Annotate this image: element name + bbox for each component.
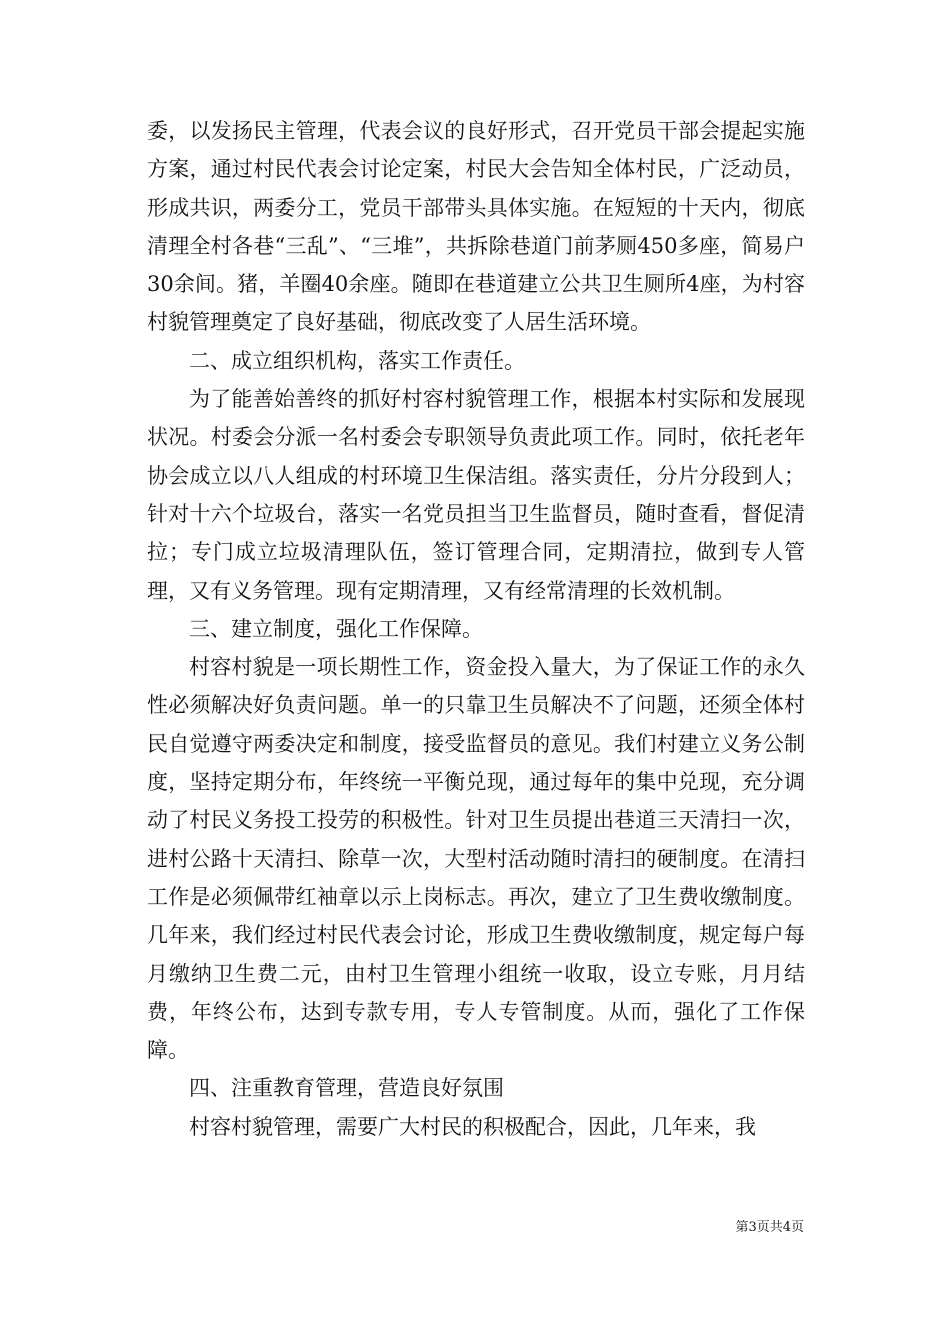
section-heading-2: 二、成立组织机构，落实工作责任。 xyxy=(189,348,525,373)
paragraph-1: 委，以发扬民主管理，代表会议的良好形式，召开党员干部会提起实施方案，通过村民代表会讨论定案，村民大会告知全体村民，广泛动员，形成共识，两委分工，党员干部带头具体实施。在短短的十天内，彻底清理全村各巷“三乱”、“三堆”，共拆除巷道门前茅厕450多座，简易户30余间。猪，羊圈40余座。随即在巷道建立公共卫生厕所4座，为村容村貌管理奠定了良好基础，彻底改变了人居生活环境。 xyxy=(147,119,805,335)
section-heading-3: 三、建立制度，强化工作保障。 xyxy=(189,616,483,641)
paragraph-2: 为了能善始善终的抓好村容村貌管理工作，根据本村实际和发展现状况。村委会分派一名村委会专职领导负责此项工作。同时，依托老年协会成立以八人组成的村环境卫生保洁组。落实责任，分片分段到人；针对十六个垃圾台，落实一名党员担当卫生监督员，随时查看，督促清拉；专门成立垃圾清理队伍，签订管理合同，定期清拉，做到专人管理，又有义务管理。现有定期清理，又有经常清理的长效机制。 xyxy=(147,387,805,603)
paragraph-3: 村容村貌是一项长期性工作，资金投入量大，为了保证工作的永久性必须解决好负责问题。单一的只靠卫生员解决不了问题，还须全体村民自觉遵守两委决定和制度，接受监督员的意见。我们村建立义务公制度，坚持定期分布，年终统一平衡兑现，通过每年的集中兑现，充分调动了村民义务投工投劳的积极性。针对卫生员提出巷道三天清扫一次，进村公路十天清扫、除草一次，大型村活动随时清扫的硬制度。在清扫工作是必须佩带红袖章以示上岗标志。再次，建立了卫生费收缴制度。几年来，我们经过村民代表会讨论，形成卫生费收缴制度，规定每户每月缴纳卫生费二元，由村卫生管理小组统一收取，设立专账，月月结费，年终公布，达到专款专用，专人专管制度。从而，强化了工作保障。 xyxy=(147,655,805,1063)
document-body xyxy=(147,112,805,1146)
paragraph-4: 村容村貌管理，需要广大村民的积极配合，因此，几年来，我 xyxy=(189,1114,756,1139)
page-number: 第3页共4页 xyxy=(735,1220,804,1235)
section-heading-4: 四、注重教育管理，营造良好氛围 xyxy=(189,1076,504,1101)
